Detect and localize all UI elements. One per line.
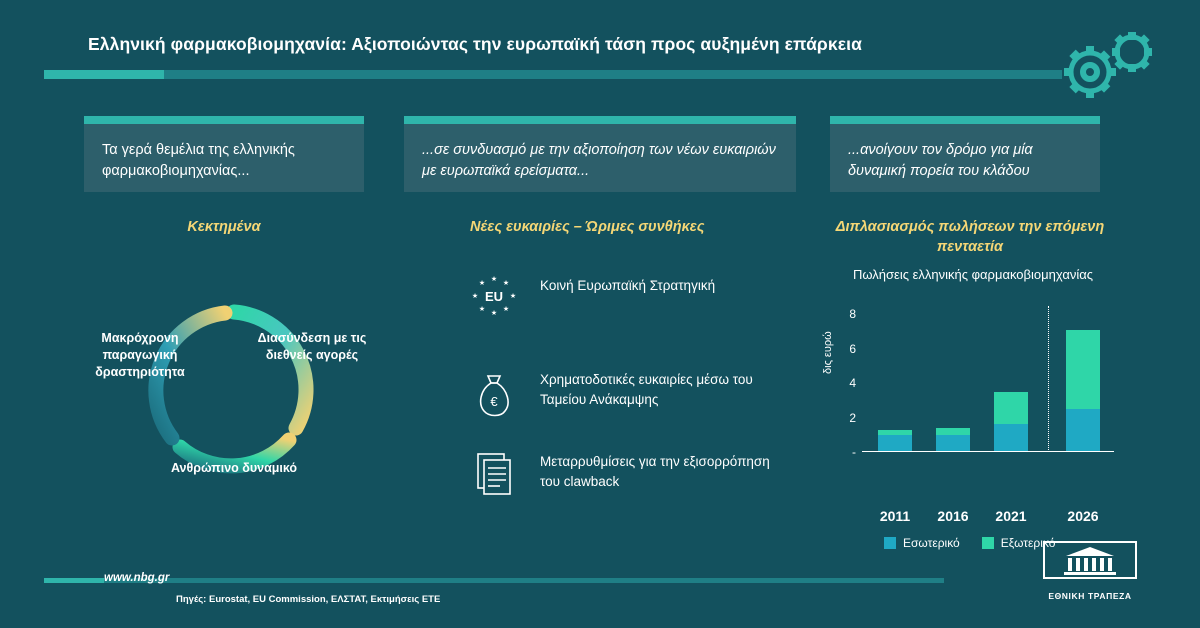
footer-divider	[44, 578, 944, 583]
svg-text:EU: EU	[484, 289, 504, 304]
svg-text:★: ★	[502, 280, 510, 287]
column-header-text: ...σε συνδυασμό με την αξιοποίηση των νέων ευκαιριών με ευρωπαϊκά ερείσματα...	[422, 142, 776, 180]
website-url[interactable]: www.nbg.gr	[104, 572, 170, 584]
svg-text:★: ★	[490, 310, 498, 317]
svg-text:★: ★	[490, 276, 498, 283]
sources-note: Πηγές: Eurostat, EU Commission, ΕΛΣΤΑΤ, Εκτιμήσεις ΕΤΕ	[176, 594, 441, 605]
legend-label-external: Εξωτερικό	[1000, 536, 1056, 550]
svg-text:★: ★	[478, 280, 486, 287]
forecast-divider	[1048, 306, 1049, 452]
x-tick-2011: 2011	[879, 508, 911, 524]
bar-2011	[878, 430, 912, 452]
y-tick: 2	[849, 410, 856, 425]
circle-label-international-markets: Διασύνδεση με τις διεθνείς αγορές	[257, 331, 367, 362]
bar-2021	[994, 392, 1028, 452]
column-topbar	[830, 116, 1100, 124]
bar-segment-internal	[1066, 409, 1100, 452]
opportunity-item-2	[404, 366, 804, 426]
svg-text:€: €	[490, 394, 498, 409]
nbg-logo-name: ΕΘΝΙΚΗ ΤΡΑΠΕΖΑ	[1048, 591, 1132, 601]
chart-plot-area	[849, 307, 1114, 550]
svg-text:★: ★	[471, 293, 479, 300]
y-tick: 4	[849, 376, 856, 390]
bar-segment-internal	[994, 424, 1028, 452]
column-header-box-3	[830, 124, 1100, 192]
svg-text:★: ★	[478, 306, 486, 313]
nbg-building-logo-icon	[1042, 538, 1138, 582]
legend-swatch-external	[982, 537, 994, 549]
chart-y-axis-label: δις ευρώ	[822, 331, 834, 374]
column-header-text: Τα γερά θεμέλια της ελληνικής φαρμακοβιομηχανίας...	[102, 142, 295, 180]
chart-x-axis	[862, 451, 1114, 453]
sales-bar-chart	[822, 266, 1118, 550]
bar-2026	[1066, 330, 1100, 452]
bar-segment-external	[936, 428, 970, 435]
column-topbar	[84, 116, 364, 124]
svg-text:★: ★	[509, 293, 517, 300]
bar-2016	[936, 428, 970, 452]
opportunity-item-3	[404, 448, 804, 508]
legend-item-internal	[884, 536, 960, 550]
section-title-3: Διπλασιασμός πωλήσεων την επόμενη πενταετία	[835, 219, 1105, 255]
section-title-1: Κεκτημένα	[187, 219, 261, 235]
bar-segment-external	[1066, 330, 1100, 409]
section-title-2: Νέες ευκαιρίες – Ώριμες συνθήκες	[470, 219, 705, 235]
chart-title: Πωλήσεις ελληνικής φαρμακοβιομηχανίας	[852, 267, 1094, 282]
page-title: Ελληνική φαρμακοβιομηχανία: Αξιοποιώντας την ευρωπαϊκή τάση προς αυξημένη επάρκεια	[88, 34, 862, 54]
y-tick: 6	[849, 341, 856, 356]
circle-label-long-term-production: Μακρόχρονη παραγωγική δραστηριότητα	[95, 331, 185, 379]
y-tick: -	[852, 445, 856, 459]
opportunity-label: Χρηματοδοτικές ευκαιρίες μέσω του Ταμείου Ανάκαμψης	[540, 372, 753, 408]
column-header-box-1	[84, 124, 364, 192]
documents-icon	[470, 448, 524, 504]
money-bag-euro-icon	[470, 366, 524, 422]
x-tick-2016: 2016	[937, 508, 969, 524]
bar-segment-internal	[936, 435, 970, 452]
y-tick: 8	[849, 307, 856, 321]
opportunity-label: Κοινή Ευρωπαϊκή Στρατηγική	[540, 278, 716, 293]
gears-icon	[1054, 26, 1164, 106]
opportunity-item-1	[404, 272, 804, 332]
legend-label-internal: Εσωτερικό	[903, 536, 960, 550]
column-header-text: ...ανοίγουν τον δρόμο για μία δυναμική πορεία του κλάδου	[848, 142, 1033, 180]
nbg-logo	[1034, 538, 1146, 601]
header-divider	[44, 70, 1062, 79]
bar-segment-internal	[878, 435, 912, 452]
svg-text:★: ★	[502, 306, 510, 313]
opportunity-label: Μεταρρυθμίσεις για την εξισορρόπηση του clawback	[540, 454, 770, 490]
legend-swatch-internal	[884, 537, 896, 549]
circle-label-human-capital: Ανθρώπινο δυναμικό	[170, 461, 298, 475]
x-tick-2026: 2026	[1067, 508, 1099, 524]
eu-flag-icon	[470, 272, 524, 328]
bar-segment-external	[994, 392, 1028, 425]
column-topbar	[404, 116, 796, 124]
column-header-box-2	[404, 124, 796, 192]
x-tick-2021: 2021	[995, 508, 1027, 524]
circular-diagram	[84, 262, 384, 512]
